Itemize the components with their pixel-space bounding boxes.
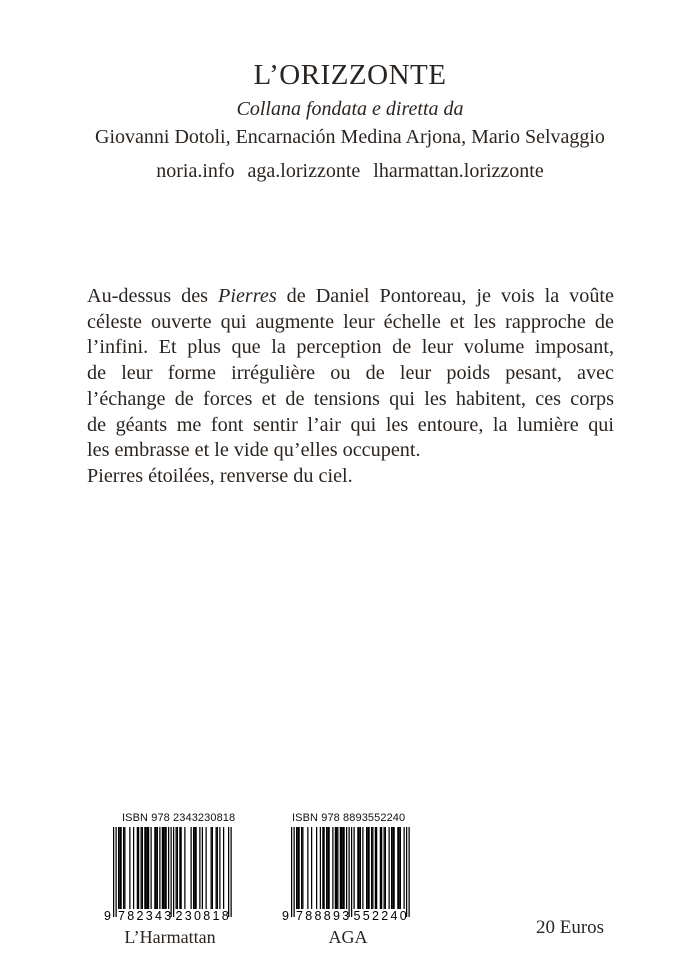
blurb-line: de géants me font sentir l’air qui les entoure, la lumière qui: [87, 413, 614, 436]
svg-text:230818: 230818: [175, 909, 232, 923]
link-aga: aga.lorizzonte: [247, 160, 361, 182]
barcode-icon: [104, 825, 236, 925]
svg-text:9: 9: [282, 909, 292, 923]
publisher-name: L’Harmattan: [124, 927, 216, 947]
series-editors: Giovanni Dotoli, Encarnación Medina Arjona, Mario Selvaggio: [95, 126, 605, 148]
book-title-pierres: Pierres: [218, 285, 277, 307]
publisher-name: AGA: [328, 927, 368, 947]
blurb-line: les embrasse et le vide qu’elles occupent.: [87, 439, 421, 462]
svg-text:782343: 782343: [118, 909, 174, 923]
blurb-line: de leur forme irrégulière ou de leur poids pesant, avec: [87, 362, 614, 385]
back-cover-blurb: [87, 284, 614, 490]
series-subtitle: Collana fondata e diretta da: [236, 98, 464, 120]
barcode-aga: [282, 812, 422, 947]
barcode-icon: [282, 825, 414, 925]
svg-text:9: 9: [104, 909, 114, 923]
series-links: [0, 158, 700, 184]
svg-text:788893: 788893: [296, 909, 352, 923]
price: 20 Euros: [536, 917, 605, 938]
link-lharmattan: lharmattan.lorizzonte: [373, 160, 544, 182]
blurb-line: l’infini. Et plus que la perception de leur volume imposant,: [87, 336, 614, 359]
link-noria: noria.info: [156, 160, 235, 182]
blurb-line: céleste ouverte qui augmente leur échelle et les rapproche de: [87, 310, 614, 333]
blurb-line: Au-dessus des Pierres de Daniel Pontoreau, je vois la voûte: [87, 285, 614, 307]
series-title: L’ORIZZONTE: [253, 59, 447, 91]
barcode-lharmattan: [104, 812, 244, 947]
blurb-paragraph: [87, 284, 614, 490]
series-header: [0, 58, 700, 184]
isbn-label: ISBN 978 2343230818: [122, 812, 236, 824]
isbn-label: ISBN 978 8893552240: [292, 812, 406, 824]
blurb-line: Pierres étoilées, renverse du ciel.: [87, 464, 353, 487]
svg-text:552240: 552240: [353, 909, 410, 923]
blurb-line: l’échange de forces et de tensions qui les habitent, ces corps: [87, 387, 614, 410]
